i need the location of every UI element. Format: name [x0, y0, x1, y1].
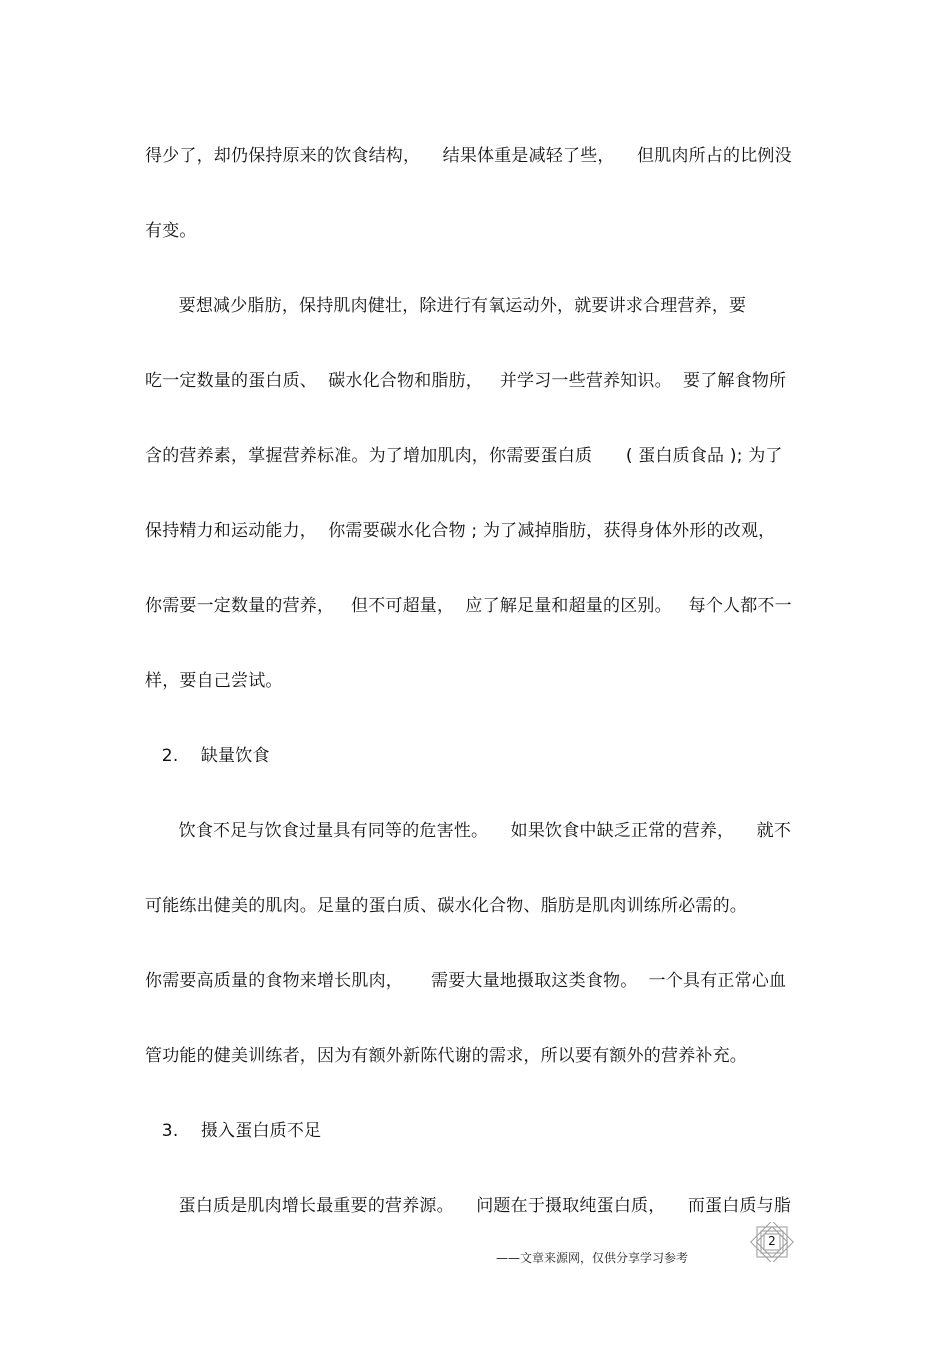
- page-number: 2: [768, 1234, 776, 1248]
- page-number-badge: [748, 1222, 796, 1262]
- body-text-line: 吃一定数量的蛋白质、 碳水化合物和脂肪， 并学习一些营养知识。 要了解食物所: [145, 371, 787, 391]
- body-text-line: 你需要高质量的食物来增长肌肉， 需要大量地摄取这类食物。 一个具有正常心血: [145, 971, 787, 991]
- section-heading: 2. 缺量饮食: [145, 746, 270, 766]
- section-heading: 3. 摄入蛋白质不足: [145, 1121, 322, 1141]
- body-text-line: 得少了，却仍保持原来的饮食结构， 结果体重是减轻了些， 但肌肉所占的比例没: [145, 146, 792, 166]
- body-text-line: 有变。: [145, 221, 197, 241]
- body-text-line: 可能练出健美的肌肉。足量的蛋白质、碳水化合物、脂肪是肌肉训练所必需的。: [145, 896, 747, 916]
- body-text-line: 含的营养素，掌握营养标准。为了增加肌肉，你需要蛋白质 ( 蛋白质食品 ); 为了: [145, 446, 783, 466]
- body-text-line: 要想减少脂肪，保持肌肉健壮，除进行有氧运动外，就要讲求合理营养，要: [145, 296, 747, 316]
- footer-source-note: ——文章来源网，仅供分享学习参考: [496, 1251, 689, 1265]
- body-text-line: 管功能的健美训练者，因为有额外新陈代谢的需求，所以要有额外的营养补充。: [145, 1046, 747, 1066]
- body-text-line: 蛋白质是肌肉增长最重要的营养源。 问题在于摄取纯蛋白质， 而蛋白质与脂: [145, 1196, 792, 1216]
- body-text-line: 饮食不足与饮食过量具有同等的危害性。 如果饮食中缺乏正常的营养， 就不: [145, 821, 792, 841]
- body-text-line: 保持精力和运动能力， 你需要碳水化合物 ; 为了减掉脂肪，获得身体外形的改观，: [145, 521, 776, 541]
- body-text-line: 你需要一定数量的营养， 但不可超量， 应了解足量和超量的区别。 每个人都不一: [145, 596, 792, 616]
- body-text-line: 样，要自己尝试。: [145, 671, 283, 691]
